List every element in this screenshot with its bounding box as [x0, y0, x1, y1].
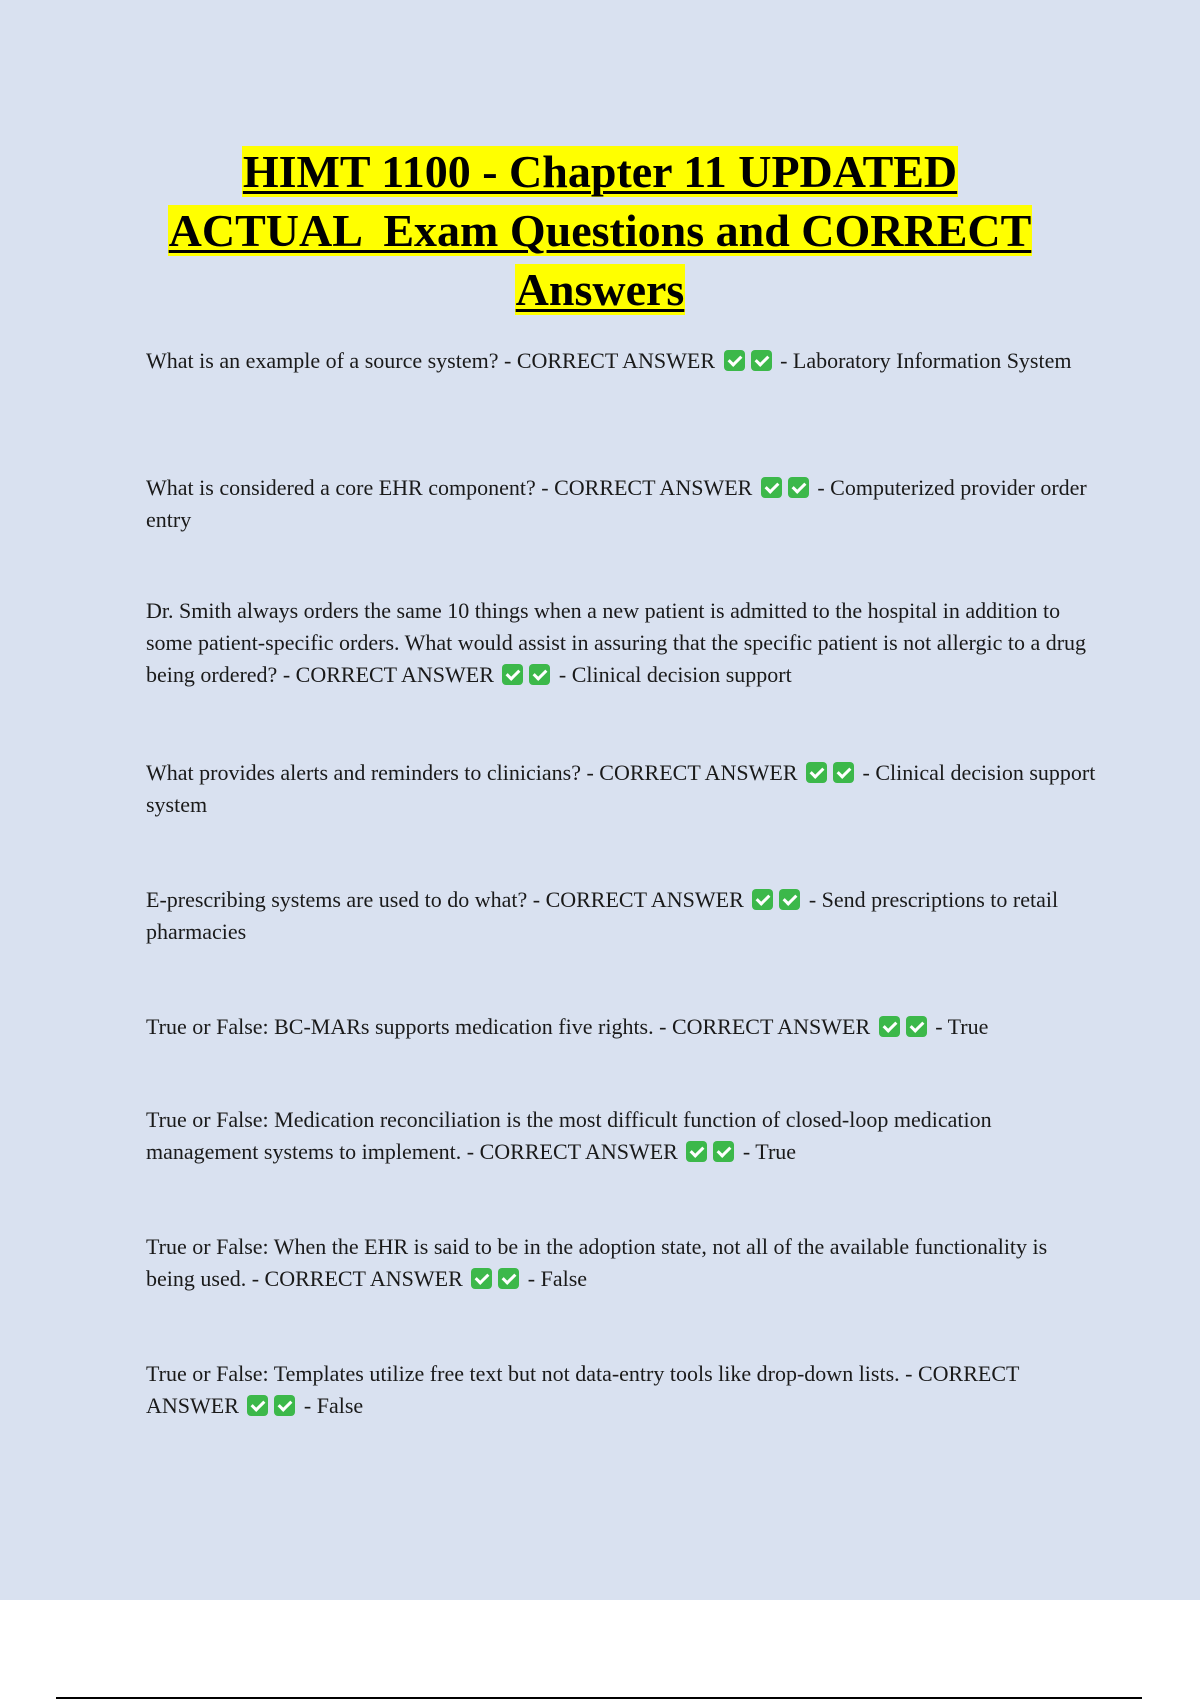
answer-marker: CORRECT ANSWER	[599, 760, 798, 785]
qa-item	[146, 1104, 1096, 1168]
question-text: What provides alerts and reminders to clinicians? -	[146, 760, 600, 785]
answer-text: - Computerized provider order entry	[146, 475, 1087, 532]
check-mark-icon	[498, 1268, 519, 1289]
qa-item	[146, 1231, 1096, 1295]
title-line-2: ACTUAL Exam Questions and CORRECT	[168, 205, 1032, 256]
check-mark-icon	[247, 1395, 268, 1416]
check-mark-icon	[686, 1141, 707, 1162]
answer-text: - Send prescriptions to retail pharmacies	[146, 887, 1059, 944]
check-mark-icon	[806, 762, 827, 783]
check-mark-icon	[713, 1141, 734, 1162]
check-mark-icon	[274, 1395, 295, 1416]
check-mark-icon	[471, 1268, 492, 1289]
question-text: What is an example of a source system? -	[146, 348, 517, 373]
question-text: True or False: Templates utilize free text but not data-entry tools like drop-down lists. -	[146, 1361, 918, 1386]
title-line-1: HIMT 1100 - Chapter 11 UPDATED	[242, 146, 958, 197]
qa-item	[146, 757, 1096, 821]
check-mark-icon	[906, 1016, 927, 1037]
bottom-divider	[56, 1697, 1142, 1699]
qa-item	[146, 595, 1096, 691]
check-mark-icon	[751, 350, 772, 371]
answer-text: - True	[935, 1014, 989, 1039]
qa-item	[146, 1011, 1096, 1043]
answer-text: - Clinical decision support	[558, 662, 792, 687]
question-text: E-prescribing systems are used to do what? -	[146, 887, 546, 912]
answer-marker: CORRECT ANSWER	[479, 1139, 678, 1164]
answer-text: - True	[742, 1139, 797, 1164]
check-mark-icon	[761, 477, 782, 498]
check-mark-icon	[502, 664, 523, 685]
check-mark-icon	[879, 1016, 900, 1037]
answer-text: - Clinical decision support system	[146, 760, 1096, 817]
question-text: True or False: When the EHR is said to be in the adoption state, not all of the available functionality is being used. -	[146, 1234, 1048, 1291]
qa-item	[146, 884, 1096, 948]
answer-text: - False	[303, 1393, 364, 1418]
answer-marker: CORRECT ANSWER	[671, 1014, 871, 1039]
answer-text: - False	[527, 1266, 588, 1291]
question-text: True or False: Medication reconciliation is the most difficult function of closed-loop medication management systems to implement. -	[146, 1107, 992, 1164]
check-mark-icon	[752, 889, 773, 910]
qa-item	[146, 472, 1096, 536]
question-text: True or False: BC-MARs supports medication five rights. -	[146, 1014, 672, 1039]
answer-marker: CORRECT ANSWER	[516, 348, 716, 373]
document-title	[100, 142, 1100, 319]
question-text: Dr. Smith always orders the same 10 things when a new patient is admitted to the hospital in addition to some patient-specific orders. What would assist in assuring that the specific patient is not allergic to a drug being ordered? -	[146, 598, 1087, 687]
answer-marker: CORRECT ANSWER	[545, 887, 744, 912]
check-mark-icon	[788, 477, 809, 498]
title-line-3: Answers	[515, 264, 685, 315]
answer-marker: CORRECT ANSWER	[264, 1266, 463, 1291]
answer-marker: CORRECT ANSWER	[146, 1361, 1020, 1418]
qa-item	[146, 345, 1096, 377]
question-text: What is considered a core EHR component? -	[146, 475, 555, 500]
answer-marker: CORRECT ANSWER	[554, 475, 753, 500]
check-mark-icon	[779, 889, 800, 910]
answer-marker: CORRECT ANSWER	[295, 662, 494, 687]
answer-text: - Laboratory Information System	[780, 348, 1072, 373]
check-mark-icon	[833, 762, 854, 783]
check-mark-icon	[724, 350, 745, 371]
check-mark-icon	[529, 664, 550, 685]
qa-item	[146, 1358, 1096, 1422]
